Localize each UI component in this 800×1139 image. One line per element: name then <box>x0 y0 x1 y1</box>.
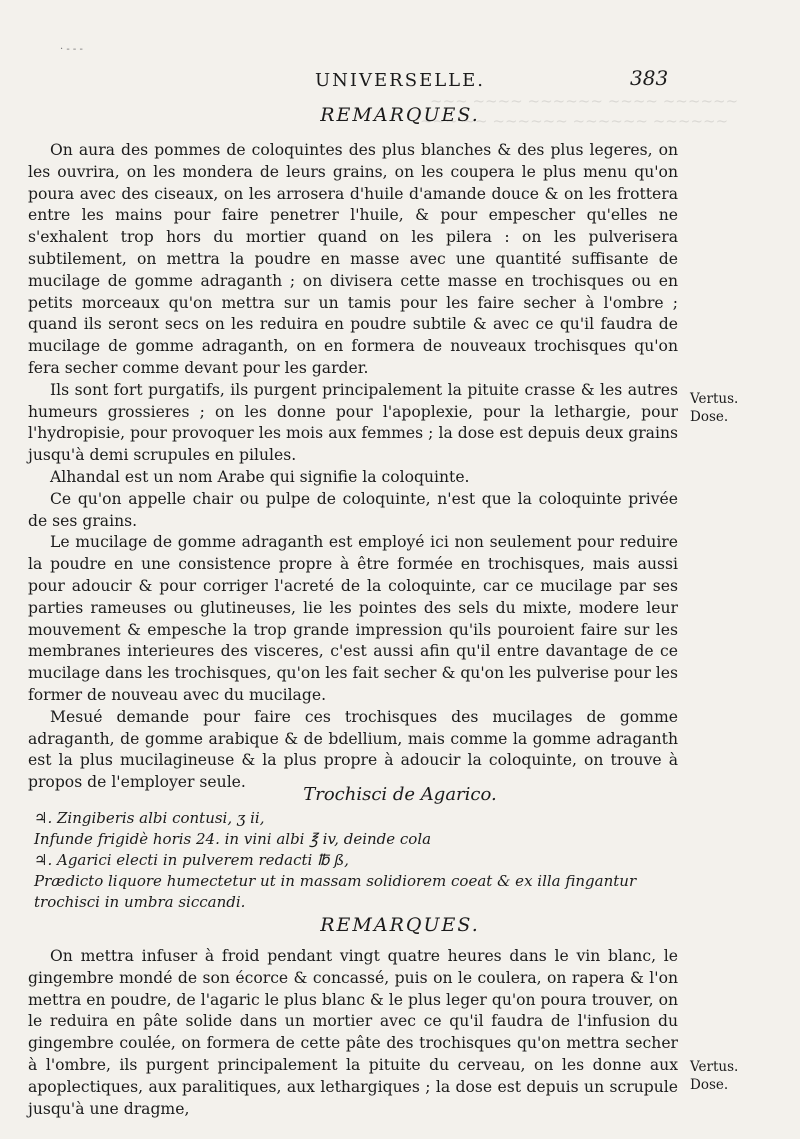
running-head: UNIVERSELLE. <box>315 70 485 91</box>
recipe-title: Trochisci de Agarico. <box>303 784 497 805</box>
recipe-line: Prædicto liquore humectetur ut in massam solidiorem coeat & ex illa fingantur trochisci in umbra siccandi. <box>34 872 637 911</box>
page-number: 383 <box>630 66 669 90</box>
bleed-through-text: ~~~ ~~ ~~~~~~ ~~~~~~ ~~~~~~ <box>420 112 729 130</box>
paragraph: On mettra infuser à froid pendant vingt quatre heures dans le vin blanc, le gingembre mondé de son écorce & concassé, puis on le coulera, on rapera & l'on mettra en poudre, de l'agaric le plus blanc & le plus leger qu'on poura trouver, on le reduira en pâte solide dans un mortier avec ce qu'il faudra de l'infusion du gingembre coulée, on formera de cette pâte des trochisques qu'on mettra secher à l'ombre, ils purgent principalement la pituite du cerveau, on les donne aux apoplectiques, aux paralitiques, aux lethargiques ; la dose est depuis un scrupule jusqu'à une dragme, <box>28 947 678 1118</box>
paragraph: On aura des pommes de coloquintes des plus blanches & des plus legeres, on les ouvrira, on les mondera de leurs grains, on les coupera le plus menu qu'on poura avec des ciseaux, on les arrosera d'huile d'amande douce & on les frottera entre les mains pour faire penetrer l'huile, & pour empescher qu'elles ne s'exhalent trop hors du mortier quand on les pilera : on les pulverisera subtilement, on mettra la poudre en masse avec une quantité suffisante de mucilage de gomme adraganth ; on divisera cette masse en trochisques ou en petits morceaux qu'on mettra sur un tamis pour les faire secher à l'ombre ; quand ils seront secs on les reduira en poudre subtile & avec ce qu'il faudra de mucilage de gomme adraganth, on en formera de nouveaux trochisques qu'on fera secher comme devant pour les garder. <box>28 141 678 377</box>
margin-note-vertus-dose <box>690 1058 738 1094</box>
paragraph: Mesué demande pour faire ces trochisques des mucilages de gomme adraganth, de gomme arabique & de bdellium, mais comme la gomme adraganth est la plus mucilagineuse & la plus propre à adoucir la coloquinte, on trouve à propos de l'employer seule. <box>28 707 678 792</box>
paragraph: Ce qu'on appelle chair ou pulpe de coloquinte, n'est que la coloquinte privée de ses grains. <box>28 489 678 530</box>
section2-body <box>28 946 678 1120</box>
paragraph: Le mucilage de gomme adraganth est employé ici non seulement pour reduire la poudre en une consistence propre à être formée en trochisques, mais aussi pour adoucir & pour corriger l'acreté de la coloquinte, car ce mucilage par ses parties rameuses ou glutineuses, lie les pointes des sels du mixte, modere leur mouvement & empesche la trop grande impression qu'ils pouroient faire sur les membranes interieures des visceres, c'est aussi afin qu'il entre davantage de ce mucilage dans les trochisques, qu'on les fait secher & qu'on les pulverise pour les former de nouveau avec du mucilage. <box>28 533 678 704</box>
margin-note-vertus-dose <box>690 390 738 426</box>
section-heading-remarques: REMARQUES. <box>320 914 480 936</box>
section-heading-remarques: REMARQUES. <box>320 104 480 126</box>
recipe-line: ♃. Zingiberis albi contusi, ʒ ii, <box>34 809 265 827</box>
bleed-through-text: ~~~ ~~~~ ~~~~~~ ~~~~ ~~~~~~ <box>430 92 739 110</box>
print-speck: · - - - <box>60 44 83 55</box>
margin-note-line: Dose. <box>690 1077 729 1093</box>
margin-note-line: Dose. <box>690 409 729 425</box>
paragraph: Ils sont fort purgatifs, ils purgent principalement la pituite crasse & les autres humeurs grossieres ; on les donne pour l'apoplexie, pour la lethargie, pour l'hydropisie, pour provoquer les mois aux femmes ; la dose est depuis deux grains jusqu'à demi scrupules en pilules. <box>28 380 678 465</box>
paragraph: Alhandal est un nom Arabe qui signifie la coloquinte. <box>50 467 470 486</box>
section1-body <box>28 140 678 794</box>
recipe-line: ♃. Agarici electi in pulverem redacti ℔ ß, <box>34 851 349 869</box>
margin-note-line: Vertus. <box>690 1059 739 1075</box>
recipe-formula <box>34 808 684 913</box>
margin-note-line: Vertus. <box>690 391 739 407</box>
recipe-line: Infunde frigidè horis 24. in vini albi ℥ iv, deinde cola <box>34 830 432 848</box>
